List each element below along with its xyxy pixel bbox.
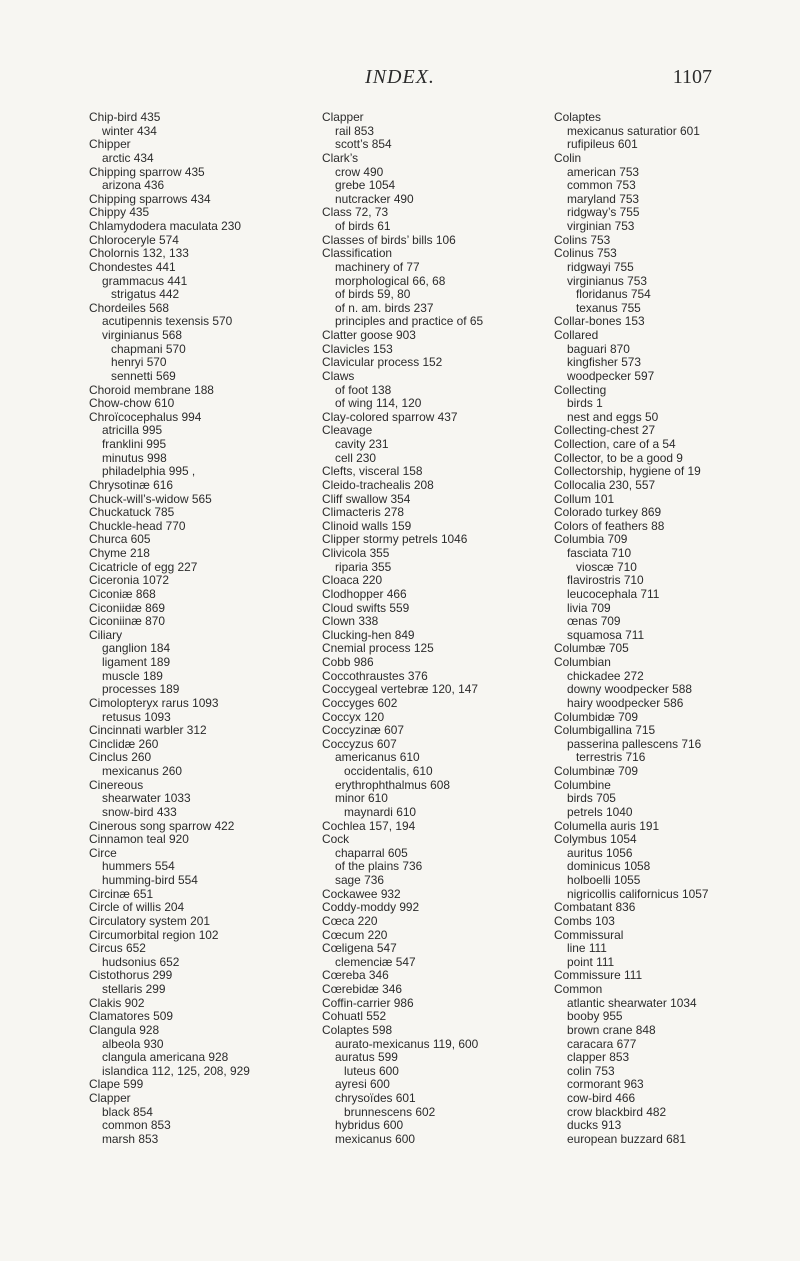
index-entry: Clavicles 153 [322, 341, 393, 356]
index-entry: Colaptes 598 [322, 1022, 393, 1037]
index-entry: Ciliary [89, 627, 123, 642]
index-entry: Classes of birds’ bills 106 [322, 232, 456, 247]
index-subentry: nigricollis californicus 1057 [567, 886, 709, 901]
index-subentry: ganglion 184 [102, 641, 171, 656]
index-entry: Clefts, visceral 158 [322, 464, 423, 479]
index-subentry: auratus 599 [335, 1050, 398, 1065]
index-subentry: flavirostris 710 [567, 573, 644, 588]
index-subentry: henryi 570 [111, 355, 167, 370]
index-entry: Cincinnati warbler 312 [89, 723, 207, 738]
index-subentry: terrestris 716 [576, 750, 646, 765]
index-subentry: atlantic shearwater 1034 [567, 995, 697, 1010]
index-entry: Colaptes [554, 110, 601, 124]
index-entry: Cloud swifts 559 [322, 600, 410, 615]
index-entry: Chuckle-head 770 [89, 518, 186, 533]
index-subentry: ayresi 600 [335, 1077, 390, 1092]
index-subentry: franklini 995 [102, 437, 167, 451]
index-subentry: ridgway’s 755 [567, 205, 640, 220]
index-entry: Chipping sparrows 434 [89, 191, 211, 206]
index-subentry: of foot 138 [335, 382, 392, 397]
index-column-1 [89, 111, 299, 1147]
index-entry: Churca 605 [89, 532, 151, 547]
index-subentry: œnas 709 [567, 614, 621, 629]
index-subentry: maynardi 610 [344, 804, 417, 819]
index-subentry: floridanus 754 [576, 287, 651, 302]
index-entry: Cinerous song sparrow 422 [89, 818, 235, 833]
index-entry: Chuck-will’s-widow 565 [89, 491, 212, 506]
index-entry: Chuckatuck 785 [89, 505, 175, 520]
index-subentry: nutcracker 490 [335, 191, 414, 206]
index-subentry: acutipennis texensis 570 [102, 314, 233, 329]
index-entry: Coccygeal vertebræ 120, 147 [322, 682, 478, 697]
index-entry: Clipper stormy petrels 1046 [322, 532, 468, 547]
index-entry: Clangula 928 [89, 1022, 160, 1037]
index-entry: Clapper [322, 110, 364, 124]
index-entry: Cliff swallow 354 [322, 491, 411, 506]
index-subentry: booby 955 [567, 1009, 623, 1024]
index-entry: Circe [89, 845, 117, 860]
index-subentry: downy woodpecker 588 [567, 682, 692, 697]
index-subentry: of n. am. birds 237 [335, 300, 434, 315]
index-entry: Clivicola 355 [322, 546, 390, 560]
index-entry: Chippy 435 [89, 205, 150, 220]
index-entry: Cœligena 547 [322, 941, 397, 956]
index-subentry: cell 230 [335, 450, 376, 465]
index-entry: Clapper [89, 1091, 131, 1105]
index-entry: Combs 103 [554, 913, 615, 928]
index-subentry: minutus 998 [102, 450, 167, 465]
index-entry: Claws [322, 368, 355, 383]
index-subentry: minor 610 [335, 791, 388, 806]
index-entry: Coccothraustes 376 [322, 668, 428, 683]
index-subentry: ducks 913 [567, 1118, 622, 1133]
index-entry: Collum 101 [554, 491, 615, 506]
index-subentry: scott’s 854 [335, 137, 392, 152]
index-subentry: rail 853 [335, 123, 374, 138]
index-entry: Circulatory system 201 [89, 913, 210, 928]
index-entry: Coffin-carrier 986 [322, 995, 414, 1010]
index-subentry: philadelphia 995 , [102, 464, 196, 479]
page-header [0, 66, 800, 88]
index-entry: Circumorbital region 102 [89, 927, 219, 942]
index-entry: Ciconiinæ 870 [89, 614, 166, 629]
index-subentry: of birds 59, 80 [335, 287, 411, 302]
index-subentry: leucocephala 711 [567, 586, 660, 601]
index-subentry: mexicanus 600 [335, 1131, 415, 1146]
index-entry: Cock [322, 832, 350, 847]
index-subentry: clemenciæ 547 [335, 954, 416, 969]
index-entry: Clinoid walls 159 [322, 518, 412, 533]
index-entry: Chlamydodera maculata 230 [89, 219, 242, 233]
index-entry: Coddy-moddy 992 [322, 900, 420, 915]
index-entry: Columbigallina 715 [554, 723, 656, 738]
index-column-3 [554, 111, 794, 1147]
index-subentry: grammacus 441 [102, 273, 188, 288]
index-entry: Cinclus 260 [89, 750, 152, 765]
index-subentry: woodpecker 597 [567, 368, 655, 383]
index-subentry: mexicanus saturatior 601 [567, 123, 700, 138]
index-entry: Cimolopteryx rarus 1093 [89, 695, 219, 710]
index-entry: Cœrebidæ 346 [322, 982, 402, 996]
index-subentry: chickadee 272 [567, 668, 644, 683]
index-subentry: shearwater 1033 [102, 791, 191, 806]
index-subentry: hybridus 600 [335, 1118, 404, 1133]
index-subentry: of the plains 736 [335, 859, 423, 874]
index-subentry: cormorant 963 [567, 1077, 644, 1092]
index-entry: Clamatores 509 [89, 1009, 173, 1024]
index-subentry: occidentalis, 610 [344, 764, 433, 778]
index-subentry: line 111 [567, 941, 607, 956]
index-entry: Cicatricle of egg 227 [89, 559, 198, 574]
index-entry: Cœcum 220 [322, 927, 388, 942]
index-subentry: of birds 61 [335, 219, 391, 233]
index-subentry: livia 709 [567, 600, 611, 615]
index-subentry: ridgwayi 755 [567, 259, 634, 274]
index-subentry: crow blackbird 482 [567, 1104, 667, 1119]
index-subentry: mexicanus 260 [102, 764, 182, 778]
index-subentry: strigatus 442 [111, 287, 180, 302]
index-subentry: american 753 [567, 164, 640, 179]
index-subentry: ligament 189 [102, 655, 171, 669]
index-entry: Clucking-hen 849 [322, 627, 415, 642]
index-entry: Clatter goose 903 [322, 328, 416, 342]
index-entry: Ciconiæ 868 [89, 586, 156, 601]
index-entry: Columbia 709 [554, 532, 628, 547]
index-subentry: european buzzard 681 [567, 1131, 686, 1146]
index-subentry: chrysoïdes 601 [335, 1091, 416, 1105]
index-entry: Colorado turkey 869 [554, 505, 662, 520]
index-subentry: maryland 753 [567, 191, 640, 206]
index-subentry: humming-bird 554 [102, 873, 198, 887]
index-entry: Ciconiidæ 869 [89, 600, 166, 615]
index-entry: Cœreba 346 [322, 968, 389, 983]
index-entry: Columella auris 191 [554, 818, 660, 833]
index-entry: Columbæ 705 [554, 641, 629, 656]
index-entry: Clay-colored sparrow 437 [322, 409, 458, 424]
index-subentry: brunnescens 602 [344, 1104, 436, 1119]
index-subentry: riparia 355 [335, 559, 392, 574]
index-subentry: grebe 1054 [335, 178, 396, 193]
index-entry: Cohuatl 552 [322, 1009, 387, 1024]
index-subentry: squamosa 711 [567, 627, 645, 642]
index-subentry: hairy woodpecker 586 [567, 695, 684, 710]
index-entry: Columbinæ 709 [554, 764, 638, 778]
index-subentry: fasciata 710 [567, 546, 632, 560]
index-subentry: sage 736 [335, 873, 384, 887]
index-entry: Chipper [89, 137, 131, 152]
index-subentry: processes 189 [102, 682, 180, 697]
index-entry: Colin [554, 150, 582, 165]
index-subentry: kingfisher 573 [567, 355, 642, 370]
index-entry: Cleido-trachealis 208 [322, 477, 434, 492]
index-subentry: of wing 114, 120 [335, 396, 422, 411]
index-entry: Cœca 220 [322, 913, 378, 928]
index-subentry: principles and practice of 65 [335, 314, 484, 329]
index-subentry: colin 753 [567, 1063, 615, 1078]
index-entry: Combatant 836 [554, 900, 636, 915]
index-subentry: petrels 1040 [567, 804, 633, 819]
index-subentry: passerina pallescens 716 [567, 736, 702, 751]
index-entry: Columbidæ 709 [554, 709, 638, 724]
index-subentry: chaparral 605 [335, 845, 408, 860]
index-subentry: birds 1 [567, 396, 603, 411]
index-entry: Collection, care of a 54 [554, 437, 676, 451]
index-entry: Chordeiles 568 [89, 300, 169, 315]
index-entry: Collector, to be a good 9 [554, 450, 683, 465]
index-subentry: clangula americana 928 [102, 1050, 229, 1065]
index-subentry: winter 434 [102, 123, 157, 138]
index-entry: Columbian [554, 655, 611, 669]
page-number: 1107 [672, 66, 712, 88]
index-entry: Colins 753 [554, 232, 611, 247]
index-entry: Cnemial process 125 [322, 641, 434, 656]
index-subentry: machinery of 77 [335, 259, 420, 274]
index-entry: Clark’s [322, 150, 359, 165]
index-subentry: snow-bird 433 [102, 804, 177, 819]
index-subentry: dominicus 1058 [567, 859, 651, 874]
index-entry: Coccyx 120 [322, 709, 385, 724]
index-entry: Clavicular process 152 [322, 355, 443, 370]
index-entry: Colymbus 1054 [554, 832, 637, 847]
index-subentry: common 853 [102, 1118, 171, 1133]
index-subentry: marsh 853 [102, 1131, 159, 1146]
index-subentry: common 753 [567, 178, 636, 193]
index-entry: Cobb 986 [322, 655, 374, 669]
index-subentry: stellaris 299 [102, 982, 166, 996]
index-entry: Chyme 218 [89, 546, 150, 560]
index-entry: Colors of feathers 88 [554, 518, 665, 533]
index-entry: Cinnamon teal 920 [89, 832, 189, 847]
index-subentry: cow-bird 466 [567, 1091, 636, 1105]
index-entry: Collectorship, hygiene of 19 [554, 464, 701, 479]
index-entry: Commissure 111 [554, 968, 643, 983]
index-entry: Columbine [554, 777, 611, 792]
index-entry: Circle of willis 204 [89, 900, 185, 915]
index-subentry: albeola 930 [102, 1036, 164, 1051]
index-entry: Coccyzinæ 607 [322, 723, 404, 738]
index-entry: Ciceronia 1072 [89, 573, 169, 588]
index-entry: Coccyzus 607 [322, 736, 397, 751]
index-subentry: morphological 66, 68 [335, 273, 446, 288]
index-entry: Class 72, 73 [322, 205, 389, 220]
index-entry: Cinclidæ 260 [89, 736, 159, 751]
index-entry: Classification [322, 246, 393, 261]
index-entry: Clape 599 [89, 1077, 144, 1092]
index-subentry: birds 705 [567, 791, 616, 806]
running-title: INDEX. [365, 66, 435, 88]
index-subentry: caracara 677 [567, 1036, 637, 1051]
index-entry: Cholornis 132, 133 [89, 246, 189, 261]
index-entry: Chrysotinæ 616 [89, 477, 173, 492]
index-subentry: holboelli 1055 [567, 873, 641, 887]
index-entry: Circinæ 651 [89, 886, 154, 901]
index-entry: Clown 338 [322, 614, 379, 629]
index-entry: Clodhopper 466 [322, 586, 407, 601]
index-subentry: chapmani 570 [111, 341, 186, 356]
index-subentry: black 854 [102, 1104, 153, 1119]
index-subentry: virginianus 753 [567, 273, 647, 288]
index-subentry: brown crane 848 [567, 1022, 656, 1037]
index-subentry: sennetti 569 [111, 368, 176, 383]
index-column-2 [322, 111, 522, 1147]
index-subentry: islandica 112, 125, 208, 929 [102, 1063, 250, 1078]
index-entry: Cochlea 157, 194 [322, 818, 416, 833]
index-subentry: nest and eggs 50 [567, 409, 659, 424]
index-subentry: hudsonius 652 [102, 954, 180, 969]
index-entry: Collared [554, 328, 599, 342]
index-subentry: baguari 870 [567, 341, 630, 356]
index-entry: Chip-bird 435 [89, 110, 161, 124]
index-entry: Collar-bones 153 [554, 314, 645, 329]
index-subentry: arizona 436 [102, 178, 165, 193]
index-subentry: aurato-mexicanus 119, 600 [335, 1036, 479, 1051]
index-entry: Cleavage [322, 423, 373, 438]
index-subentry: hummers 554 [102, 859, 175, 874]
index-subentry: erythrophthalmus 608 [335, 777, 451, 792]
index-subentry: virginianus 568 [102, 328, 182, 342]
index-entry: Chroïcocephalus 994 [89, 409, 202, 424]
index-entry: Coccyges 602 [322, 695, 398, 710]
index-entry: Commissural [554, 927, 624, 942]
index-entry: Cockawee 932 [322, 886, 401, 901]
index-entry: Circus 652 [89, 941, 146, 956]
index-subentry: virginian 753 [567, 219, 635, 233]
index-entry: Clakis 902 [89, 995, 145, 1010]
index-entry: Colinus 753 [554, 246, 617, 261]
index-entry: Chloroceryle 574 [89, 232, 179, 247]
index-entry: Climacteris 278 [322, 505, 404, 520]
index-entry: Collecting-chest 27 [554, 423, 656, 438]
index-entry: Chow-chow 610 [89, 396, 175, 411]
index-entry: Collecting [554, 382, 607, 397]
index-entry: Choroid membrane 188 [89, 382, 214, 397]
index-subentry: arctic 434 [102, 150, 154, 165]
index-subentry: cavity 231 [335, 437, 389, 451]
index-entry: Common [554, 982, 603, 996]
index-entry: Chipping sparrow 435 [89, 164, 205, 179]
index-entry: Cloaca 220 [322, 573, 383, 588]
index-entry: Chondestes 441 [89, 259, 176, 274]
index-entry: Cistothorus 299 [89, 968, 173, 983]
index-subentry: clapper 853 [567, 1050, 630, 1065]
index-subentry: auritus 1056 [567, 845, 633, 860]
index-subentry: texanus 755 [576, 300, 641, 315]
index-entry: Collocalia 230, 557 [554, 477, 656, 492]
index-subentry: retusus 1093 [102, 709, 171, 724]
index-subentry: crow 490 [335, 164, 384, 179]
index-subentry: luteus 600 [344, 1063, 399, 1078]
index-subentry: rufipileus 601 [567, 137, 638, 152]
index-subentry: atricilla 995 [102, 423, 163, 438]
index-subentry: americanus 610 [335, 750, 420, 765]
index-subentry: muscle 189 [102, 668, 163, 683]
index-subentry: vioscæ 710 [576, 559, 637, 574]
index-subentry: point 111 [567, 954, 615, 969]
index-entry: Cinereous [89, 777, 144, 792]
